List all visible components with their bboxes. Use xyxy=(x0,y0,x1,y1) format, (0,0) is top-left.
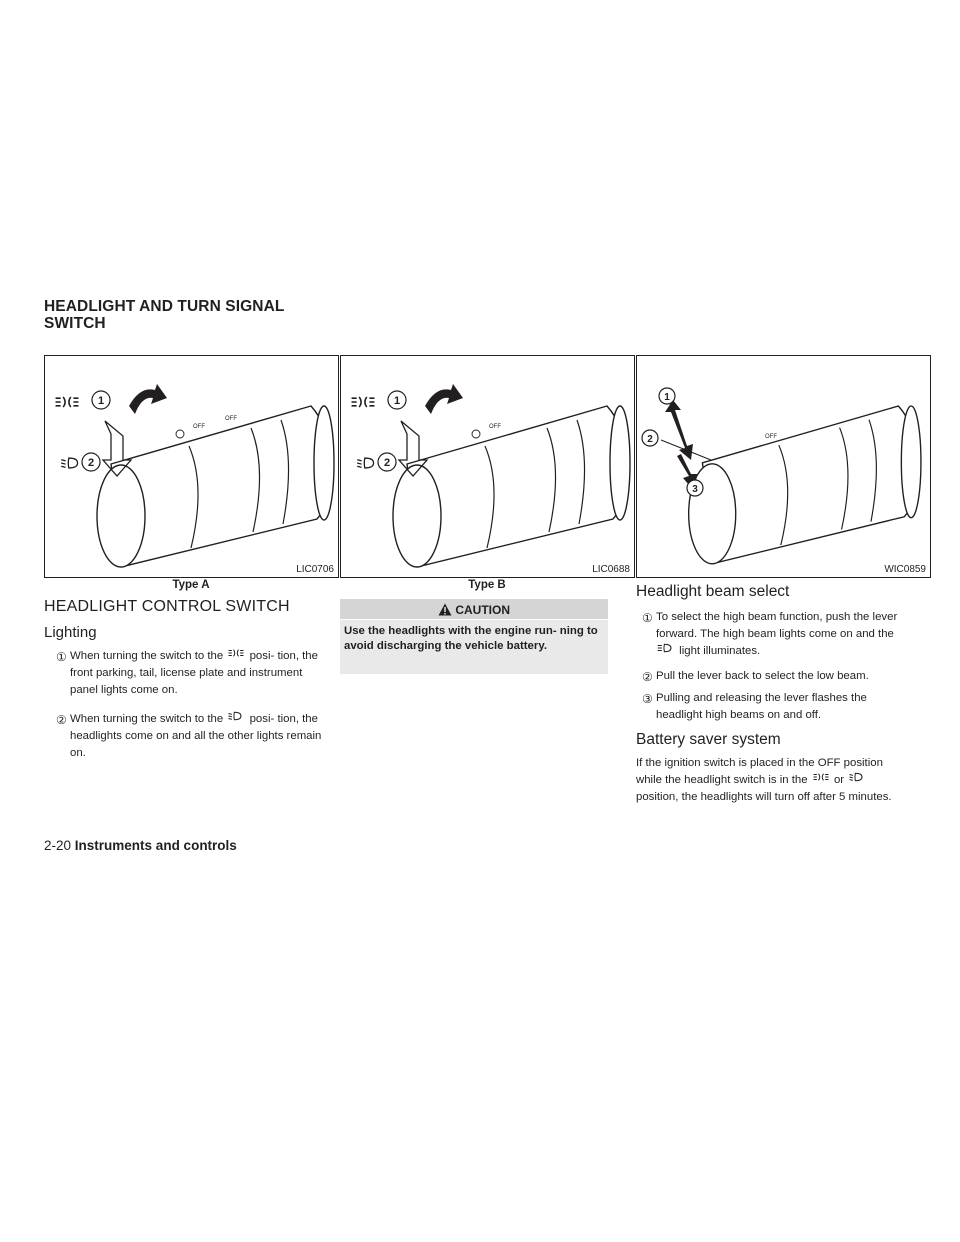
item-number: ② xyxy=(642,670,653,684)
item-text: If the ignition switch is placed in the OFF position while the headlight switch is in the xyxy=(636,757,883,786)
warning-icon xyxy=(438,603,452,616)
item-text: Pull the lever back to select the low beam. xyxy=(656,670,869,682)
item-text: position, the headlights will turn off after 5 minutes. xyxy=(636,791,892,803)
item-text: tion, the front parking, tail, license plate and instrument panel lights come on. xyxy=(70,650,318,696)
off-label: OFF xyxy=(225,416,237,422)
figure-code: LIC0706 xyxy=(296,564,334,575)
callout-2: 2 xyxy=(383,457,391,469)
figure-code: LIC0688 xyxy=(592,564,630,575)
caution-body: Use the headlights with the engine run- ning to avoid discharging the vehicle battery. xyxy=(340,620,608,674)
headlight-icon xyxy=(226,711,246,721)
item-text: posi- xyxy=(249,650,275,662)
subheading-lighting: Lighting xyxy=(44,624,97,641)
item-text: tion, the headlights come on and all the other lights remain on. xyxy=(70,713,322,759)
callout-1: 1 xyxy=(664,392,670,403)
item-text: When turning the switch to the xyxy=(70,650,224,662)
item-number: ① xyxy=(642,611,653,625)
section-title xyxy=(44,298,284,332)
item-text: light illuminates. xyxy=(679,645,761,657)
off-label: OFF xyxy=(489,424,501,430)
off-label: OFF xyxy=(193,424,205,430)
beam-item-3 xyxy=(642,690,908,724)
beam-item-2 xyxy=(642,668,908,685)
battery-saver-text xyxy=(636,755,908,806)
beam-item-1 xyxy=(642,609,908,660)
item-number: ② xyxy=(56,713,67,727)
section-title-line2: SWITCH xyxy=(44,315,106,332)
figure-caption: Type A xyxy=(172,579,210,591)
callout-3: 3 xyxy=(692,484,698,495)
headlight-icon xyxy=(847,772,867,782)
headlight-icon xyxy=(61,458,77,468)
figure-caption: Type B xyxy=(468,579,506,591)
caution-header xyxy=(340,599,608,619)
page-number: 2-20 xyxy=(44,838,72,853)
figure-code: WIC0859 xyxy=(884,564,926,575)
heading-headlight-control: HEADLIGHT CONTROL SWITCH xyxy=(44,598,290,615)
parking-light-icon xyxy=(226,648,246,658)
callout-2: 2 xyxy=(87,457,95,469)
light-sensor-icon xyxy=(472,430,480,438)
off-label: OFF xyxy=(765,434,777,440)
item-number: ① xyxy=(56,650,67,664)
parking-light-icon xyxy=(352,397,375,407)
item-text: posi- xyxy=(249,713,275,725)
heading-battery-saver: Battery saver system xyxy=(636,731,781,748)
chapter-title: Instruments and controls xyxy=(74,838,237,853)
page-footer xyxy=(44,838,237,853)
caution-title: CAUTION xyxy=(455,603,510,617)
item-text: Pulling and releasing the lever flashes the headlight high beams on and off. xyxy=(656,692,867,721)
figure-type-a xyxy=(44,355,339,578)
callout-1: 1 xyxy=(97,395,105,407)
callout-2: 2 xyxy=(647,434,653,445)
section-title-line1: HEADLIGHT AND TURN SIGNAL xyxy=(44,298,285,315)
high-beam-icon xyxy=(656,643,676,653)
lighting-item-1 xyxy=(56,648,326,699)
item-number: ③ xyxy=(642,692,653,706)
figure-beam-select xyxy=(636,355,931,578)
headlight-icon xyxy=(357,458,373,468)
parking-light-icon xyxy=(811,772,831,782)
figure-type-b xyxy=(340,355,635,578)
item-text: To select the high beam function, push the lever forward. The high beam lights come on and the xyxy=(656,611,898,640)
callout-1: 1 xyxy=(393,395,401,407)
item-text: or xyxy=(833,774,845,786)
light-sensor-icon xyxy=(176,430,184,438)
parking-light-icon xyxy=(56,397,79,407)
item-text: When turning the switch to the xyxy=(70,713,224,725)
lighting-item-2 xyxy=(56,711,326,762)
heading-beam-select: Headlight beam select xyxy=(636,583,790,600)
